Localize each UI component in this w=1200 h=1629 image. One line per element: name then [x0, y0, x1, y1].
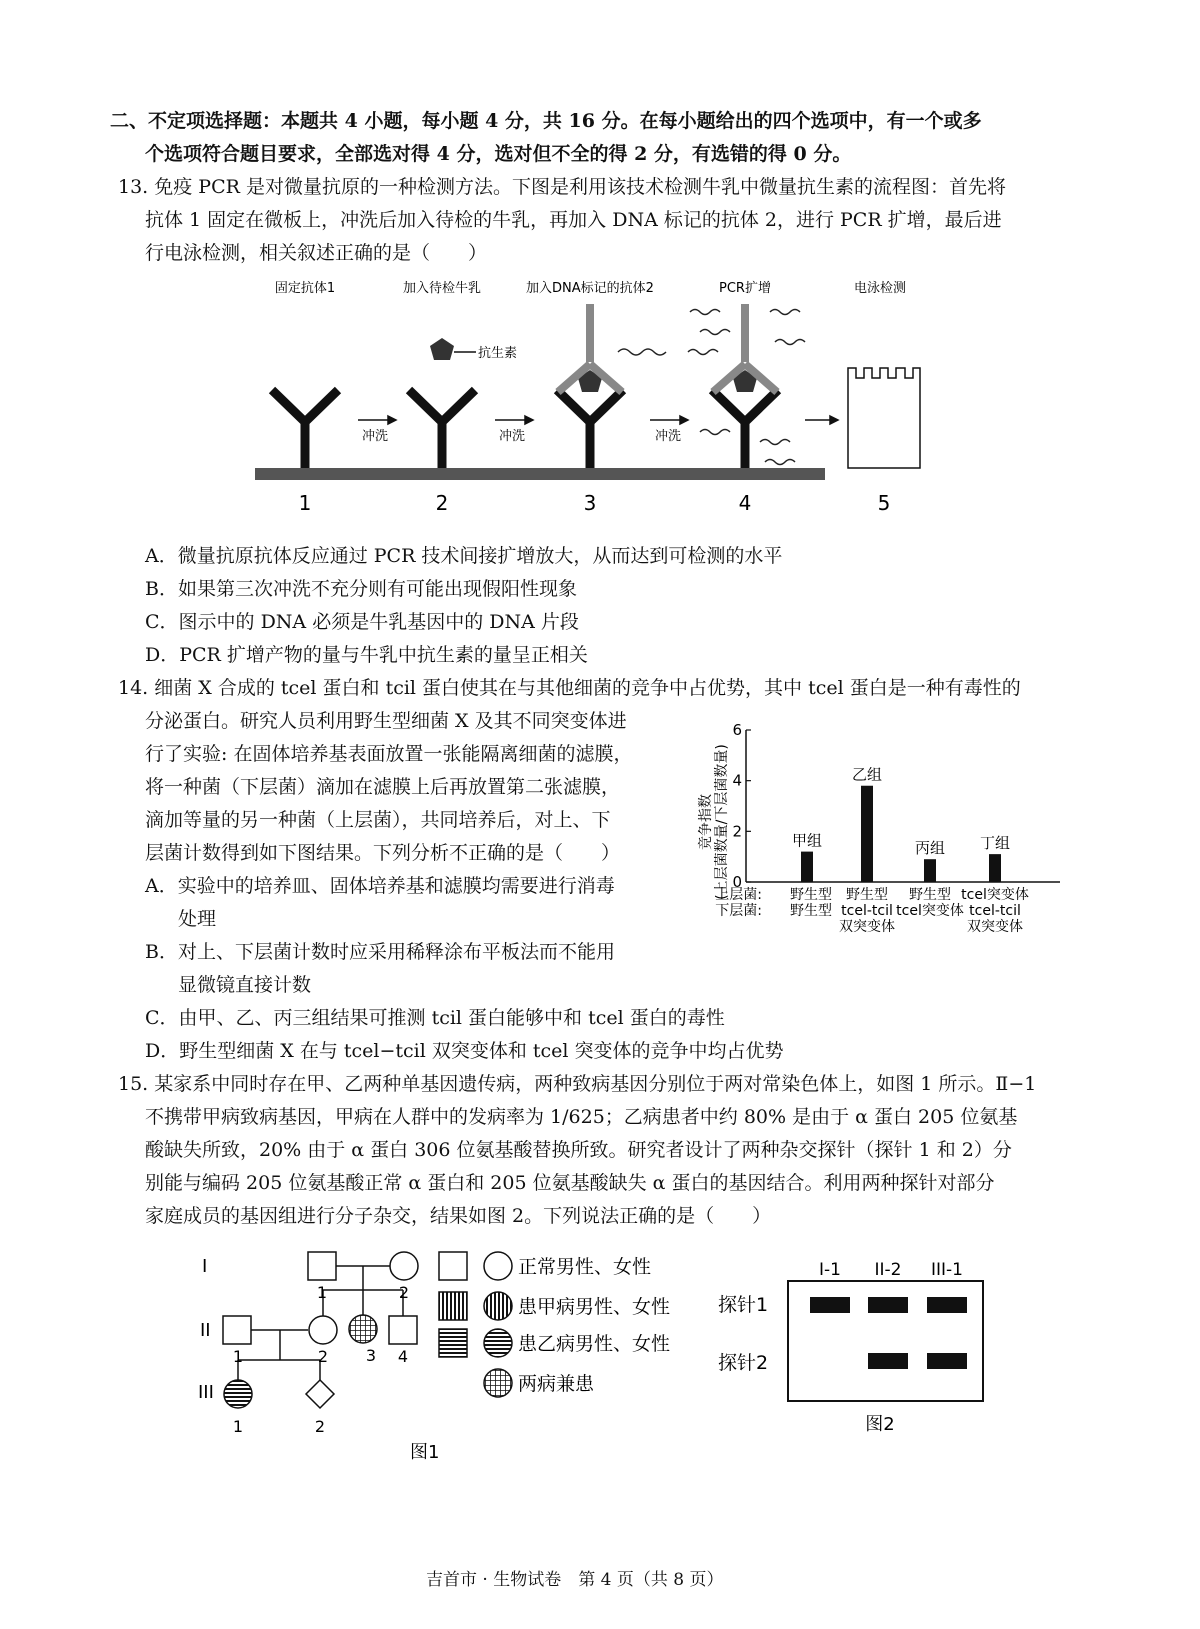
fig2-row-probe1: 探针1 — [718, 1294, 769, 1316]
q14-option-d: D．野生型细菌 X 在与 tcel−tcil 双突变体和 tcel 突变体的竞争中均占优势 — [145, 1040, 784, 1062]
gen-label-i: I — [202, 1256, 208, 1277]
dna-strand-icon — [618, 349, 666, 355]
band-probe1-ii2 — [868, 1297, 908, 1313]
step-number-5: 5 — [877, 491, 891, 515]
wash-label-1: 冲洗 — [361, 429, 389, 444]
antibody-icon — [268, 390, 338, 468]
pedigree-num: 1 — [316, 1283, 328, 1302]
chart-y-tick-label: 2 — [732, 822, 742, 841]
antibiotic-label: 抗生素 — [478, 346, 518, 361]
q14-bar-chart — [690, 712, 1075, 952]
chart-ylabel-line2: (上层菌数量/下层菌数量) — [714, 744, 730, 900]
step-title-2: 加入待检牛乳 — [402, 281, 482, 296]
q14-option-c: C．由甲、乙、丙三组结果可推测 tcil 蛋白能够中和 tcel 蛋白的毒性 — [145, 1007, 725, 1029]
q13-option-b: B．如果第三次冲洗不充分则有可能出现假阳性现象 — [145, 578, 577, 600]
pedigree-num: 2 — [314, 1417, 326, 1436]
q15-stem-line1: 15. 某家系中同时存在甲、乙两种单基因遗传病，两种致病基因分别位于两对常染色体上，如图 1 所示。Ⅱ−1 — [118, 1073, 1037, 1095]
chart-lower-label-2: 双突变体 — [839, 919, 895, 935]
chart-lower-label: tcel突变体 — [896, 903, 964, 919]
antibody-icon — [557, 390, 623, 468]
chart-lower-label: 野生型 — [790, 903, 832, 919]
q13-option-c: C．图示中的 DNA 必须是牛乳基因中的 DNA 片段 — [145, 611, 579, 633]
pedigree-iii1-female-b — [224, 1380, 252, 1408]
step-title-5: 电泳检测 — [853, 281, 907, 296]
antibody-icon — [409, 390, 475, 468]
step-number-3: 3 — [583, 491, 597, 515]
gen-label-ii: II — [200, 1320, 211, 1341]
figure2-caption: 图2 — [865, 1414, 895, 1435]
chart-ylabel-line1: 竞争指数 — [698, 794, 714, 850]
q15-stem-line5: 家庭成员的基因组进行分子杂交，结果如图 2。下列说法正确的是（ ） — [145, 1205, 772, 1227]
pedigree-iii2-unknown — [306, 1380, 334, 1408]
hybridization-figure — [710, 1255, 1000, 1440]
chart-y-tick-label: 0 — [732, 873, 742, 891]
q14-option-a-line1: A．实验中的培养皿、固体培养基和滤膜均需要进行消毒 — [145, 875, 615, 897]
gel-icon — [848, 368, 920, 468]
step-title-1: 固定抗体1 — [274, 281, 336, 296]
band-probe1-iii1 — [927, 1297, 967, 1313]
legend-both-icon — [484, 1369, 512, 1397]
wash-label-2: 冲洗 — [498, 429, 526, 444]
chart-row-label-upper: 上层菌: — [715, 887, 762, 903]
pedigree-num: 3 — [365, 1346, 377, 1365]
step-number-1: 1 — [298, 491, 312, 515]
pedigree-num: 1 — [232, 1347, 244, 1366]
pedigree-num: 1 — [232, 1417, 244, 1436]
pedigree-num: 2 — [317, 1347, 329, 1366]
chart-group-label: 甲组 — [791, 831, 823, 850]
step-title-4: PCR扩增 — [719, 281, 771, 296]
q14-stem-line1: 14. 细菌 X 合成的 tcel 蛋白和 tcil 蛋白使其在与其他细菌的竞争中占优势，其中 tcel 蛋白是一种有毒性的 — [118, 677, 1021, 699]
fig2-col-i1: I-1 — [819, 1260, 841, 1280]
chart-y-tick-label: 4 — [732, 771, 742, 790]
chart-upper-label: 野生型 — [909, 887, 951, 903]
chart-upper-label: tcel突变体 — [961, 887, 1029, 903]
pedigree-i1-male — [308, 1252, 336, 1280]
pedigree-ii4-male — [389, 1316, 417, 1344]
chart-bar — [989, 854, 1001, 882]
fig2-col-iii1: III-1 — [931, 1260, 963, 1280]
legend-b-female-icon — [484, 1329, 512, 1357]
step-number-4: 4 — [738, 491, 752, 515]
q14-stem-line3: 行了实验: 在固体培养基表面放置一张能隔离细菌的滤膜， — [145, 743, 633, 765]
q15-stem-line3: 酸缺失所致，20% 由于 α 蛋白 306 位氨基酸替换所致。研究者设计了两种杂交探针（探针 1 和 2）分 — [145, 1139, 1012, 1161]
chart-group-label: 丙组 — [914, 839, 946, 858]
pedigree-ii2-female — [309, 1316, 337, 1344]
pedigree-ii1-male — [223, 1316, 251, 1344]
legend-a-female-icon — [484, 1292, 512, 1320]
legend-normal-female-icon — [484, 1252, 512, 1280]
pedigree-ii3-female-both — [349, 1315, 377, 1343]
page-footer: 吉首市 · 生物试卷 第 4 页（共 8 页） — [426, 1570, 724, 1590]
chart-bar — [861, 786, 873, 882]
gen-label-iii: III — [198, 1382, 214, 1403]
q14-option-b-line1: B．对上、下层菌计数时应采用稀释涂布平板法而不能用 — [145, 941, 615, 963]
q15-stem-line2: 不携带甲病致病基因，甲病在人群中的发病率为 1/625；乙病患者中约 80% 是由于 α 蛋白 205 位氨基 — [145, 1106, 1018, 1128]
chart-lower-label-2: 双突变体 — [967, 919, 1023, 935]
q14-option-b-line2: 显微镜直接计数 — [178, 974, 312, 996]
chart-bar — [924, 859, 936, 882]
q13-stem-line3: 行电泳检测，相关叙述正确的是（ ） — [145, 242, 488, 264]
band-probe2-iii1 — [927, 1353, 967, 1369]
legend-b-male-icon — [439, 1329, 467, 1357]
section-heading-line1: 二、不定项选择题：本题共 4 小题，每小题 4 分，共 16 分。在每小题给出的四个选项中，有一个或多 — [110, 110, 982, 132]
fig2-row-probe2: 探针2 — [718, 1352, 769, 1374]
q13-figure — [240, 272, 960, 522]
pedigree-num: 4 — [397, 1347, 409, 1366]
q13-stem-line2: 抗体 1 固定在微板上，冲洗后加入待检的牛乳，再加入 DNA 标记的抗体 2，进行 PCR 扩增，最后进 — [145, 209, 1002, 231]
pedigree-num: 2 — [398, 1283, 410, 1302]
chart-lower-label: tcel-tcil — [969, 903, 1021, 919]
legend-normal-male-icon — [439, 1252, 467, 1280]
section-heading-line2: 个选项符合题目要求，全部选对得 4 分，选对但不全的得 2 分，有选错的得 0 分。 — [145, 143, 852, 165]
band-probe1-i1 — [810, 1297, 850, 1313]
chart-upper-label: 野生型 — [790, 887, 832, 903]
q13-option-d: D．PCR 扩增产物的量与牛乳中抗生素的量呈正相关 — [145, 644, 588, 666]
figure1-caption: 图1 — [410, 1442, 440, 1463]
legend-disease-a: 患甲病男性、女性 — [518, 1296, 671, 1318]
q14-stem-line6: 层菌计数得到如下图结果。下列分析不正确的是（ ） — [145, 842, 621, 864]
chart-lower-label: tcel-tcil — [841, 903, 893, 919]
q13-option-a: A．微量抗原抗体反应通过 PCR 技术间接扩增放大，从而达到可检测的水平 — [145, 545, 783, 567]
chart-bar — [801, 852, 813, 882]
legend-both: 两病兼患 — [518, 1373, 595, 1395]
chart-row-label-lower: 下层菌: — [715, 903, 762, 919]
chart-upper-label: 野生型 — [846, 887, 888, 903]
pedigree-i2-female — [390, 1252, 418, 1280]
q14-option-a-line2: 处理 — [178, 908, 217, 930]
antibiotic-icon — [430, 338, 454, 360]
legend-a-male-icon — [439, 1292, 467, 1320]
legend-disease-b: 患乙病男性、女性 — [518, 1333, 671, 1355]
chart-group-label: 丁组 — [979, 834, 1011, 853]
q14-stem-line4: 将一种菌（下层菌）滴加在滤膜上后再放置第二张滤膜， — [145, 776, 621, 798]
step-title-3: 加入DNA标记的抗体2 — [526, 281, 654, 296]
legend-normal: 正常男性、女性 — [518, 1256, 652, 1278]
q13-stem-line1: 13. 免疫 PCR 是对微量抗原的一种检测方法。下图是利用该技术检测牛乳中微量抗生素的流程图：首先将 — [118, 176, 1006, 198]
q14-stem-line5: 滴加等量的另一种菌（上层菌），共同培养后，对上、下 — [145, 809, 611, 831]
q15-stem-line4: 别能与编码 205 位氨基酸正常 α 蛋白和 205 位氨基酸缺失 α 蛋白的基因结合。利用两种探针对部分 — [145, 1172, 995, 1194]
wash-label-3: 冲洗 — [654, 429, 682, 444]
antibody-icon — [712, 390, 778, 468]
chart-group-label: 乙组 — [851, 765, 883, 784]
step-number-2: 2 — [435, 491, 449, 515]
pedigree-figure — [190, 1240, 710, 1470]
microplate — [255, 468, 825, 480]
band-probe2-ii2 — [868, 1353, 908, 1369]
chart-y-tick-label: 6 — [732, 721, 742, 739]
fig2-col-ii2: II-2 — [874, 1260, 902, 1280]
q14-stem-line2: 分泌蛋白。研究人员利用野生型细菌 X 及其不同突变体进 — [145, 710, 627, 732]
